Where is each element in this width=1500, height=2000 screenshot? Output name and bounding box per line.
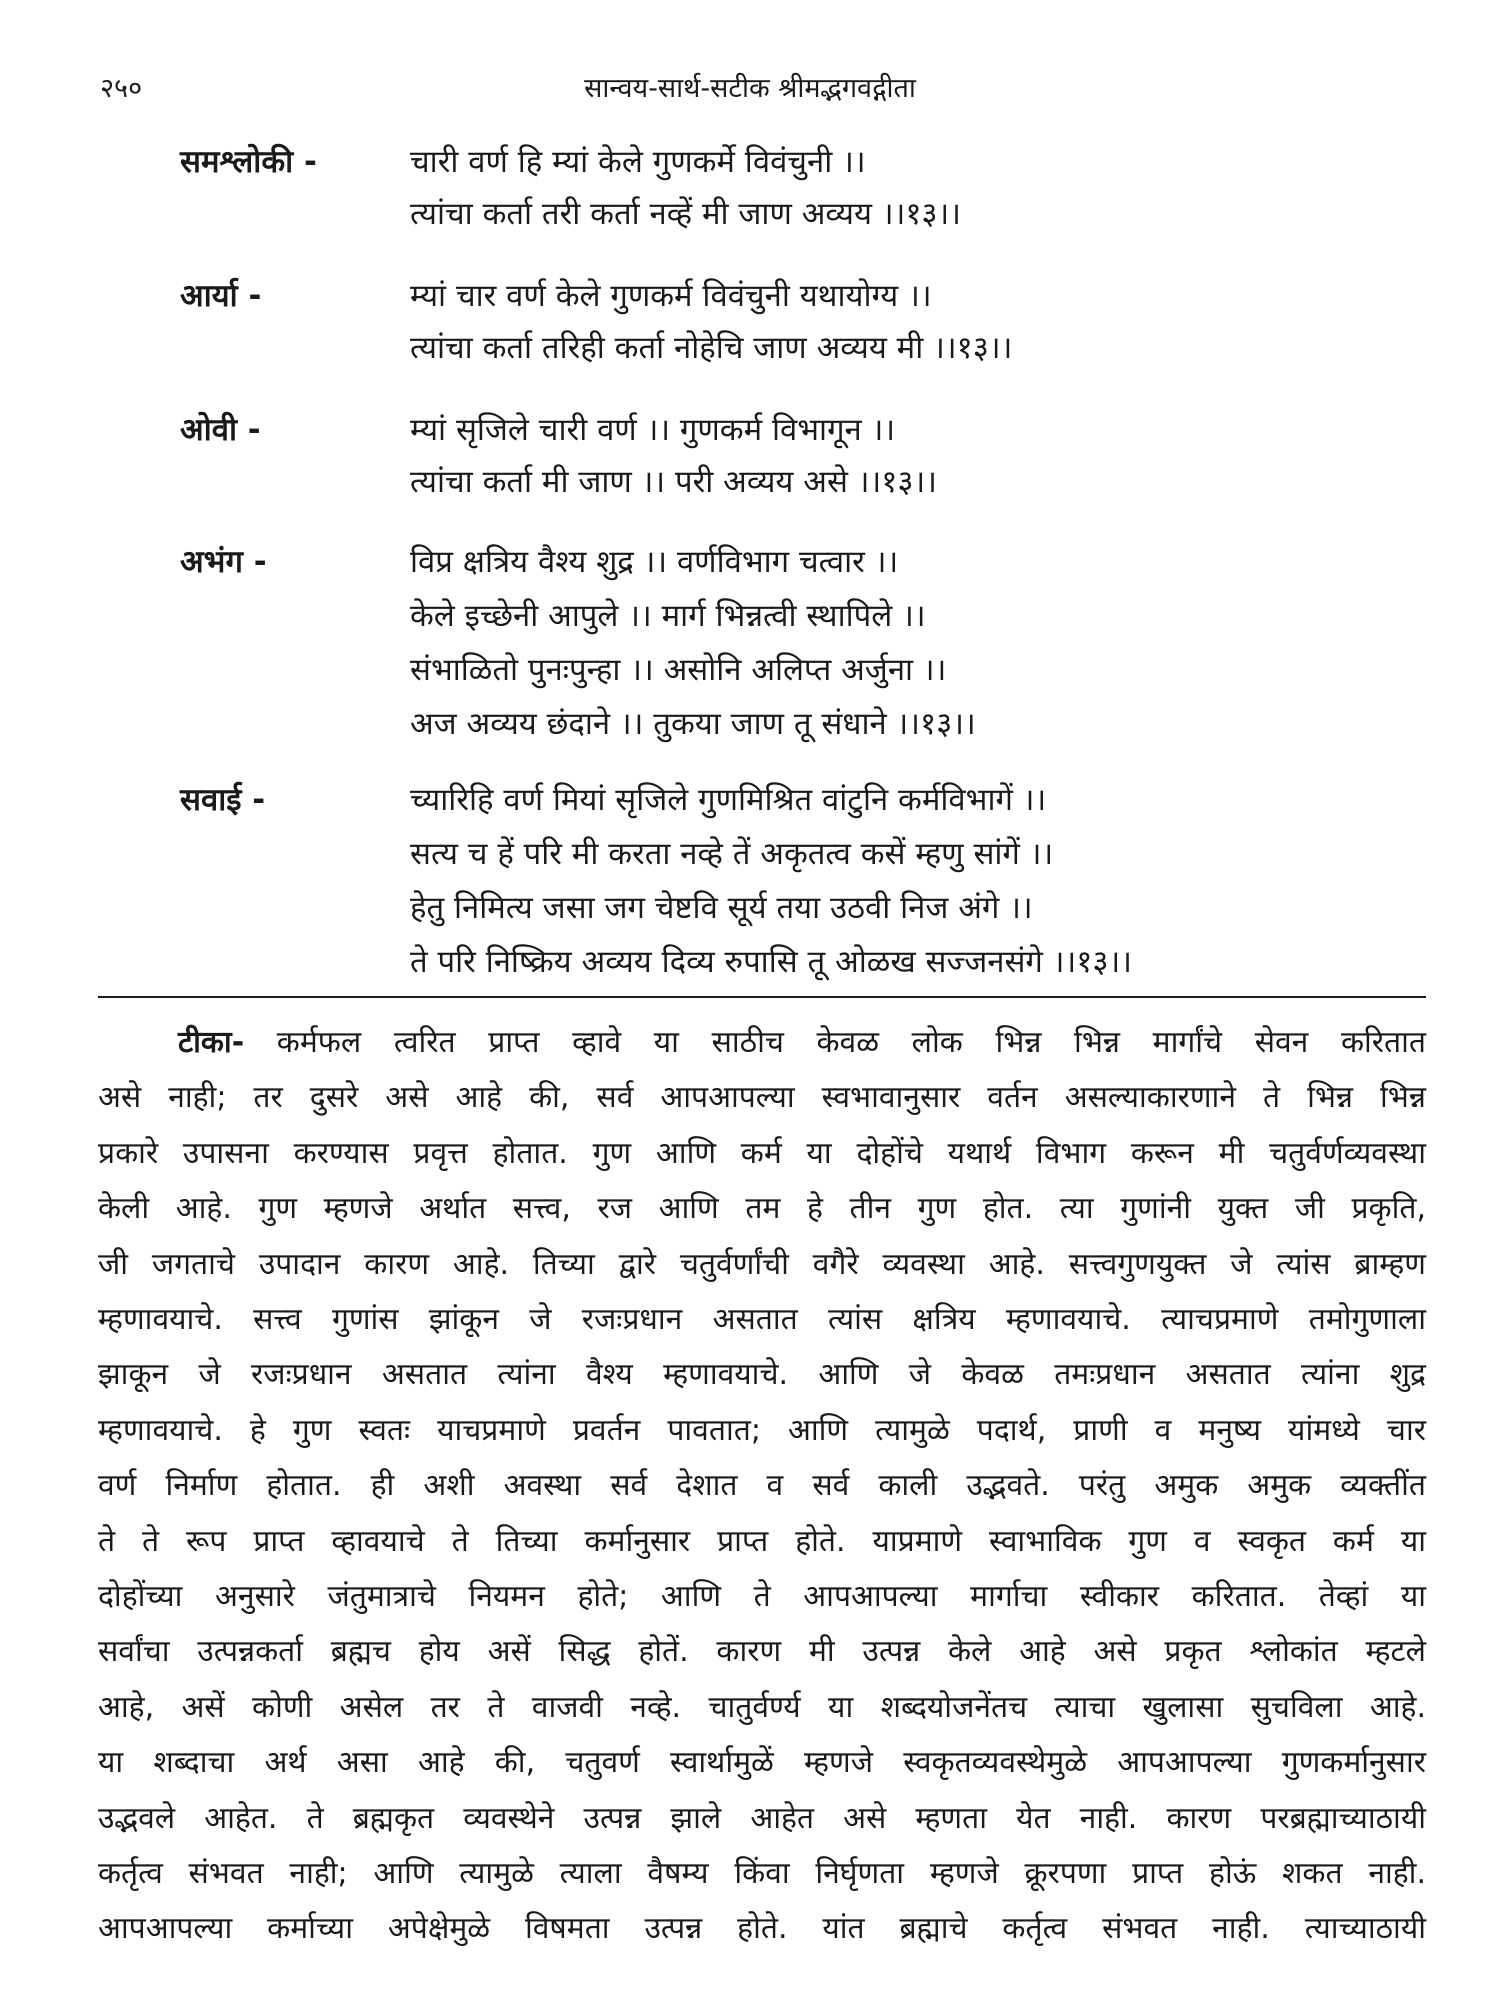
verse-line: सत्य च हें परि मी करता नव्हे तें अकृतत्व कसें म्हणु सांगें ।। (410, 836, 1054, 872)
section-divider (98, 996, 1426, 998)
commentary-line: प्रकारे उपासना करण्यास प्रवृत्त होतात. गुण आणि कर्म या दोहोंचे यथार्थ विभाग करून मी चतुर्वर्णव्यवस्था (98, 1135, 1426, 1171)
commentary-line: म्हणावयाचे. सत्त्व गुणांस झांकून जे रजःप्रधान असतात त्यांस क्षत्रिय म्हणावयाचे. त्याचप्रमाणे तमोगुणाला (98, 1302, 1426, 1337)
commentary-line: वर्ण निर्माण होतात. ही अशी अवस्था सर्व देशात व सर्व काली उद्भवते. परंतु अमुक अमुक व्यक्तींत (98, 1468, 1426, 1504)
stanza-label: ओवी - (180, 412, 261, 448)
commentary-line: आपआपल्या कर्माच्या अपेक्षेमुळे विषमता उत्पन्न होते. यांत ब्रह्माचे कर्तृत्व संभवत नाही. त्याच्याठायी (98, 1911, 1426, 1947)
page-header (0, 68, 1500, 108)
stanza-label: अभंग - (180, 544, 267, 580)
commentary-text: कर्मफल त्वरित प्राप्त व्हावे या साठीच केवळ लोक भिन्न भिन्न मार्गांचे सेवन करितात (276, 1025, 1426, 1060)
stanza-label: आर्या - (180, 278, 262, 314)
verse-line: म्यां चार वर्ण केले गुणकर्म विवंचुनी यथायोग्य ।। (410, 278, 932, 314)
commentary-line: या शब्दाचा अर्थ असा आहे की, चतुवर्ण स्वार्थामुळें म्हणजे स्वकृतव्यवस्थेमुळे आपआपल्या गुणकर्मानुसार (98, 1745, 1426, 1781)
verse-line: संभाळितो पुनःपुन्हा ।। असोनि अलिप्त अर्जुना ।। (410, 652, 947, 688)
commentary-line: दोहोंच्या अनुसारे जंतुमात्राचे नियमन होते; आणि ते आपआपल्या मार्गाचा स्वीकार करितात. तेव्हां या (98, 1579, 1426, 1614)
commentary-line: आहे, असें कोणी असेल तर ते वाजवी नव्हे. चातुर्वर्ण्य या शब्दयोजनेंतच त्याचा खुलासा सुचविला आहे. (98, 1689, 1426, 1725)
verse-line: म्यां सृजिले चारी वर्ण ।। गुणकर्म विभागून ।। (410, 412, 896, 448)
commentary-line: जी जगताचे उपादान कारण आहे. तिच्या द्वारे चतुर्वर्णांची वगैरे व्यवस्था आहे. सत्त्वगुणयुक्त जे त्यांस ब्राम्हण (98, 1246, 1426, 1282)
page-number: २५० (100, 73, 143, 104)
commentary-line: केली आहे. गुण म्हणजे अर्थात सत्त्व, रज आणि तम हे तीन गुण होत. त्या गुणांनी युक्त जी प्रकृति, (98, 1191, 1426, 1227)
verse-line: ते परि निष्क्रिय अव्यय दिव्य रुपासि तू ओळख सज्जनसंगे ।।१३।। (410, 944, 1132, 980)
commentary-line: ते ते रूप प्राप्त व्हावयाचे ते तिच्या कर्मानुसार प्राप्त होते. याप्रमाणे स्वाभाविक गुण व स्वकृत कर्म या (98, 1523, 1426, 1559)
verse-line: अज अव्यय छंदाने ।। तुकया जाण तू संधाने ।।१३।। (410, 706, 976, 742)
commentary-line: असे नाही; तर दुसरे असे आहे की, सर्व आपआपल्या स्वभावानुसार वर्तन असल्याकारणाने ते भिन्न भिन्न (98, 1080, 1426, 1116)
verse-line: च्यारिहि वर्ण मियां सृजिले गुणमिश्रित वांटुनि कर्मविभागें ।। (410, 782, 1047, 818)
commentary-line: सर्वांचा उत्पन्नकर्ता ब्रह्मच होय असें सिद्ध होतें. कारण मी उत्पन्न केले आहे असे प्रकृत श्लोकांत म्हटले (98, 1634, 1426, 1670)
verse-line: त्यांचा कर्ता तरिही कर्ता नोहेचि जाण अव्यय मी ।।१३।। (410, 330, 1013, 366)
verse-line: त्यांचा कर्ता मी जाण ।। परी अव्यय असे ।।१३।। (410, 464, 937, 500)
stanza-label: सवाई - (180, 782, 266, 818)
commentary-line: म्हणावयाचे. हे गुण स्वतः याचप्रमाणे प्रवर्तन पावतात; आणि त्यामुळे पदार्थ, प्राणी व मनुष्य यांमध्ये चार (98, 1412, 1426, 1448)
verse-line: चारी वर्ण हि म्यां केले गुणकर्मे विवंचुनी ।। (410, 144, 866, 180)
verse-line: त्यांचा कर्ता तरी कर्ता नव्हें मी जाण अव्यय ।।१३।। (410, 196, 962, 232)
commentary-line: उद्भवले आहेत. ते ब्रह्मकृत व्यवस्थेने उत्पन्न झाले आहेत असे म्हणता येत नाही. कारण परब्रह्माच्याठायी (98, 1800, 1426, 1836)
commentary-label: टीका- (178, 1025, 245, 1060)
verse-line: हेतु निमित्य जसा जग चेष्टवि सूर्य तया उठवी निज अंगे ।। (410, 890, 1033, 926)
verse-line: विप्र क्षत्रिय वैश्य शुद्र ।। वर्णविभाग चत्वार ।। (410, 544, 899, 580)
commentary-first-line (178, 1020, 1426, 1061)
stanza-label: समश्लोकी - (180, 144, 317, 180)
verse-line: केले इच्छेनी आपुले ।। मार्ग भिन्नत्वी स्थापिले ।। (410, 598, 926, 634)
commentary-line: कर्तृत्व संभवत नाही; आणि त्यामुळे त्याला वैषम्य किंवा निर्घृणता म्हणजे क्रूरपणा प्राप्त होऊं शकत नाही. (98, 1856, 1426, 1891)
running-title: सान्वय-सार्थ-सटीक श्रीमद्भगवद्गीता (584, 73, 916, 104)
commentary-line: झाकून जे रजःप्रधान असतात त्यांना वैश्य म्हणावयाचे. आणि जे केवळ तमःप्रधान असतात त्यांना शुद्र (98, 1357, 1426, 1393)
